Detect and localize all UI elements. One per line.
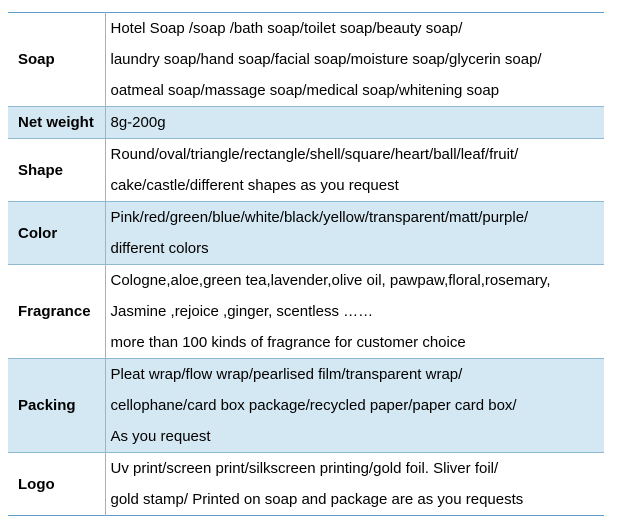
- spec-value-line: laundry soap/hand soap/facial soap/moisture soap/glycerin soap/: [110, 51, 542, 68]
- spec-row-shape: [8, 139, 604, 202]
- spec-value-line: Jasmine ,rejoice ,ginger, scentless ……: [110, 303, 374, 320]
- spec-row-net-weight: [8, 107, 604, 139]
- spec-value-line: gold stamp/ Printed on soap and package are as you requests: [110, 491, 524, 508]
- spec-value: [105, 13, 604, 107]
- spec-value-line: Cologne,aloe,green tea,lavender,olive oil, pawpaw,floral,rosemary,: [110, 272, 551, 289]
- spec-value: [105, 107, 604, 139]
- spec-value-line: cellophane/card box package/recycled paper/paper card box/: [110, 397, 517, 414]
- spec-value-line: Round/oval/triangle/rectangle/shell/square/heart/ball/leaf/fruit/: [110, 146, 519, 163]
- spec-label: Color: [8, 202, 105, 265]
- spec-row-packing: [8, 359, 604, 453]
- spec-value: [105, 202, 604, 265]
- product-spec-table: [8, 12, 604, 516]
- spec-value-line: Hotel Soap /soap /bath soap/toilet soap/beauty soap/: [110, 20, 463, 37]
- spec-value-line: 8g-200g: [110, 114, 166, 131]
- spec-row-soap: [8, 13, 604, 107]
- spec-value: [105, 139, 604, 202]
- spec-value-line: more than 100 kinds of fragrance for customer choice: [110, 334, 466, 351]
- spec-row-fragrance: [8, 265, 604, 359]
- spec-value-line: oatmeal soap/massage soap/medical soap/whitening soap: [110, 82, 500, 99]
- spec-label: Net weight: [8, 107, 105, 139]
- spec-value-line: cake/castle/different shapes as you request: [110, 177, 399, 194]
- spec-value-line: Uv print/screen print/silkscreen printing/gold foil. Sliver foil/: [110, 460, 499, 477]
- spec-value: [105, 453, 604, 516]
- spec-row-logo: [8, 453, 604, 516]
- spec-value-line: Pleat wrap/flow wrap/pearlised film/transparent wrap/: [110, 366, 463, 383]
- spec-value: [105, 359, 604, 453]
- spec-value-line: As you request: [110, 428, 211, 445]
- spec-value: [105, 265, 604, 359]
- spec-label: Shape: [8, 139, 105, 202]
- spec-row-color: [8, 202, 604, 265]
- spec-label: Packing: [8, 359, 105, 453]
- spec-value-line: different colors: [110, 240, 209, 257]
- spec-label: Soap: [8, 13, 105, 107]
- spec-value-line: Pink/red/green/blue/white/black/yellow/transparent/matt/purple/: [110, 209, 529, 226]
- spec-label: Logo: [8, 453, 105, 516]
- spec-label: Fragrance: [8, 265, 105, 359]
